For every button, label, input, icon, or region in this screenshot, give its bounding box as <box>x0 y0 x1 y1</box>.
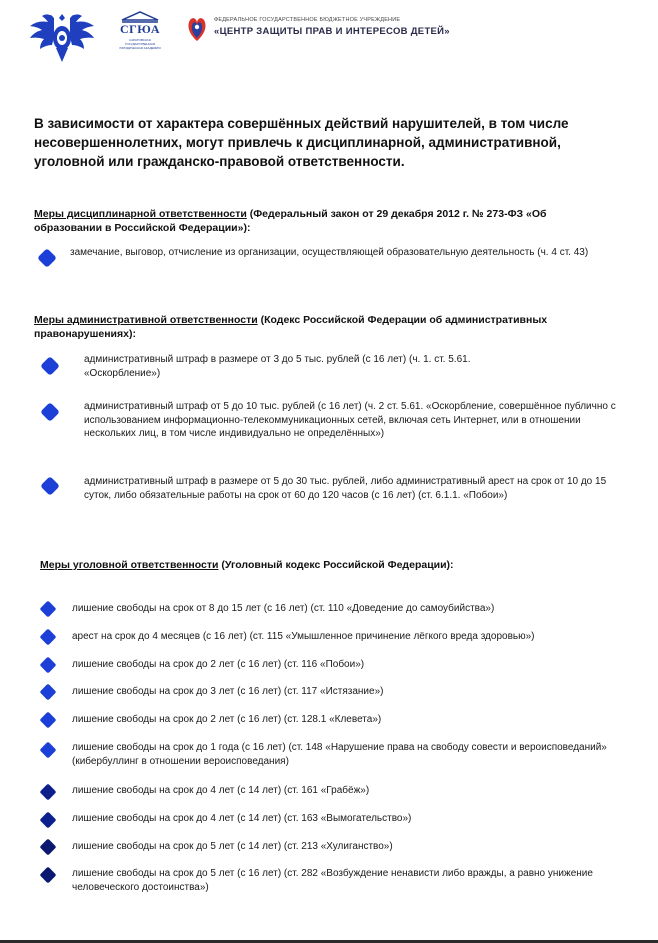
list-item: замечание, выговор, отчисление из организации, осуществляющей образовательную деятельность (ч. 4 ст. 43) <box>70 247 589 258</box>
section-title-disciplinary <box>34 207 594 235</box>
section-title-rest: (Федеральный закон от 29 декабря 2012 г. № 273-ФЗ «Об образовании в Российской Федерации»): <box>34 208 547 234</box>
sgua-logo <box>114 10 166 52</box>
list-item: административный штраф в размере от 3 до 5 тыс. рублей (с 16 лет) (ч. 1. ст. 5.61. «Оскорбление») <box>84 354 471 379</box>
double-headed-eagle-emblem-icon <box>24 8 100 66</box>
org-title: «ЦЕНТР ЗАЩИТЫ ПРАВ И ИНТЕРЕСОВ ДЕТЕЙ» <box>214 26 450 37</box>
list-item: лишение свободы на срок до 4 лет (с 14 лет) (ст. 161 «Грабёж») <box>72 785 370 796</box>
list-item: лишение свободы на срок до 5 лет (с 14 лет) (ст. 213 «Хулиганство») <box>72 841 393 852</box>
section-title-criminal <box>40 558 600 572</box>
list-item: лишение свободы на срок до 5 лет (с 16 лет) (ст. 282 «Возбуждение ненависти либо вражды, а равно унижение человеческого достоинства») <box>72 868 593 893</box>
list-item: лишение свободы на срок до 3 лет (с 16 лет) (ст. 117 «Истязание») <box>72 686 384 697</box>
section-title-administrative <box>34 313 614 341</box>
list-item: арест на срок до 4 месяцев (с 16 лет) (ст. 115 «Умышленное причинение лёгкого вреда здоровью») <box>72 631 535 642</box>
list-item: административный штраф в размере от 5 до 30 тыс. рублей, либо административный арест на срок от 10 до 15 суток, либо обязательные работы на срок от 60 до 120 часов (с 16 лет) (ст. 6.1.1. «Побои») <box>84 476 607 501</box>
section-title-underlined: Меры административной ответственности <box>34 314 258 326</box>
child-rights-center-logo-icon <box>186 15 208 43</box>
list-item: лишение свободы на срок до 2 лет (с 16 лет) (ст. 116 «Побои») <box>72 659 365 670</box>
section-title-underlined: Меры уголовной ответственности <box>40 559 219 571</box>
org-subtitle: ФЕДЕРАЛЬНОЕ ГОСУДАРСТВЕННОЕ БЮДЖЕТНОЕ УЧРЕЖДЕНИЕ <box>214 17 401 23</box>
list-item: лишение свободы на срок до 4 лет (с 14 лет) (ст. 163 «Вымогательство») <box>72 813 412 824</box>
lead-paragraph: В зависимости от характера совершённых действий нарушителей, в том числе несовершеннолетних, могут привлечь к дисциплинарной, административной, уголовной или гражданско-правовой ответственности. <box>34 116 569 169</box>
section-title-rest: (Кодекс Российской Федерации об административных правонарушениях): <box>34 314 548 340</box>
section-title-underlined: Меры дисциплинарной ответственности <box>34 208 247 220</box>
sgua-logo-text: СГЮА <box>119 22 161 36</box>
list-item: лишение свободы на срок от 8 до 15 лет (с 16 лет) (ст. 110 «Доведение до самоубийства») <box>72 603 495 614</box>
list-item: административный штраф от 5 до 10 тыс. рублей (с 16 лет) (ч. 2 ст. 5.61. «Оскорбление, совершённое публично с использованием информационно-телекоммуникационных сетей, включая сеть Интернет, или в отношении нескольких лиц, в том числе индивидуально не определённых») <box>84 401 616 439</box>
list-item: лишение свободы на срок до 2 лет (с 16 лет) (ст. 128.1 «Клевета») <box>72 714 382 725</box>
section-title-rest: (Уголовный кодекс Российской Федерации): <box>218 559 454 571</box>
page-header <box>0 0 658 64</box>
list-item: лишение свободы на срок до 1 года (с 16 лет) (ст. 148 «Нарушение права на свободу совести и вероисповеданий» (кибербуллинг в отношении вероисповедания) <box>72 742 607 767</box>
sgua-logo-subtext: САРАТОВСКАЯ ГОСУДАРСТВЕННАЯ ЮРИДИЧЕСКАЯ АКАДЕМИЯ <box>119 38 161 50</box>
